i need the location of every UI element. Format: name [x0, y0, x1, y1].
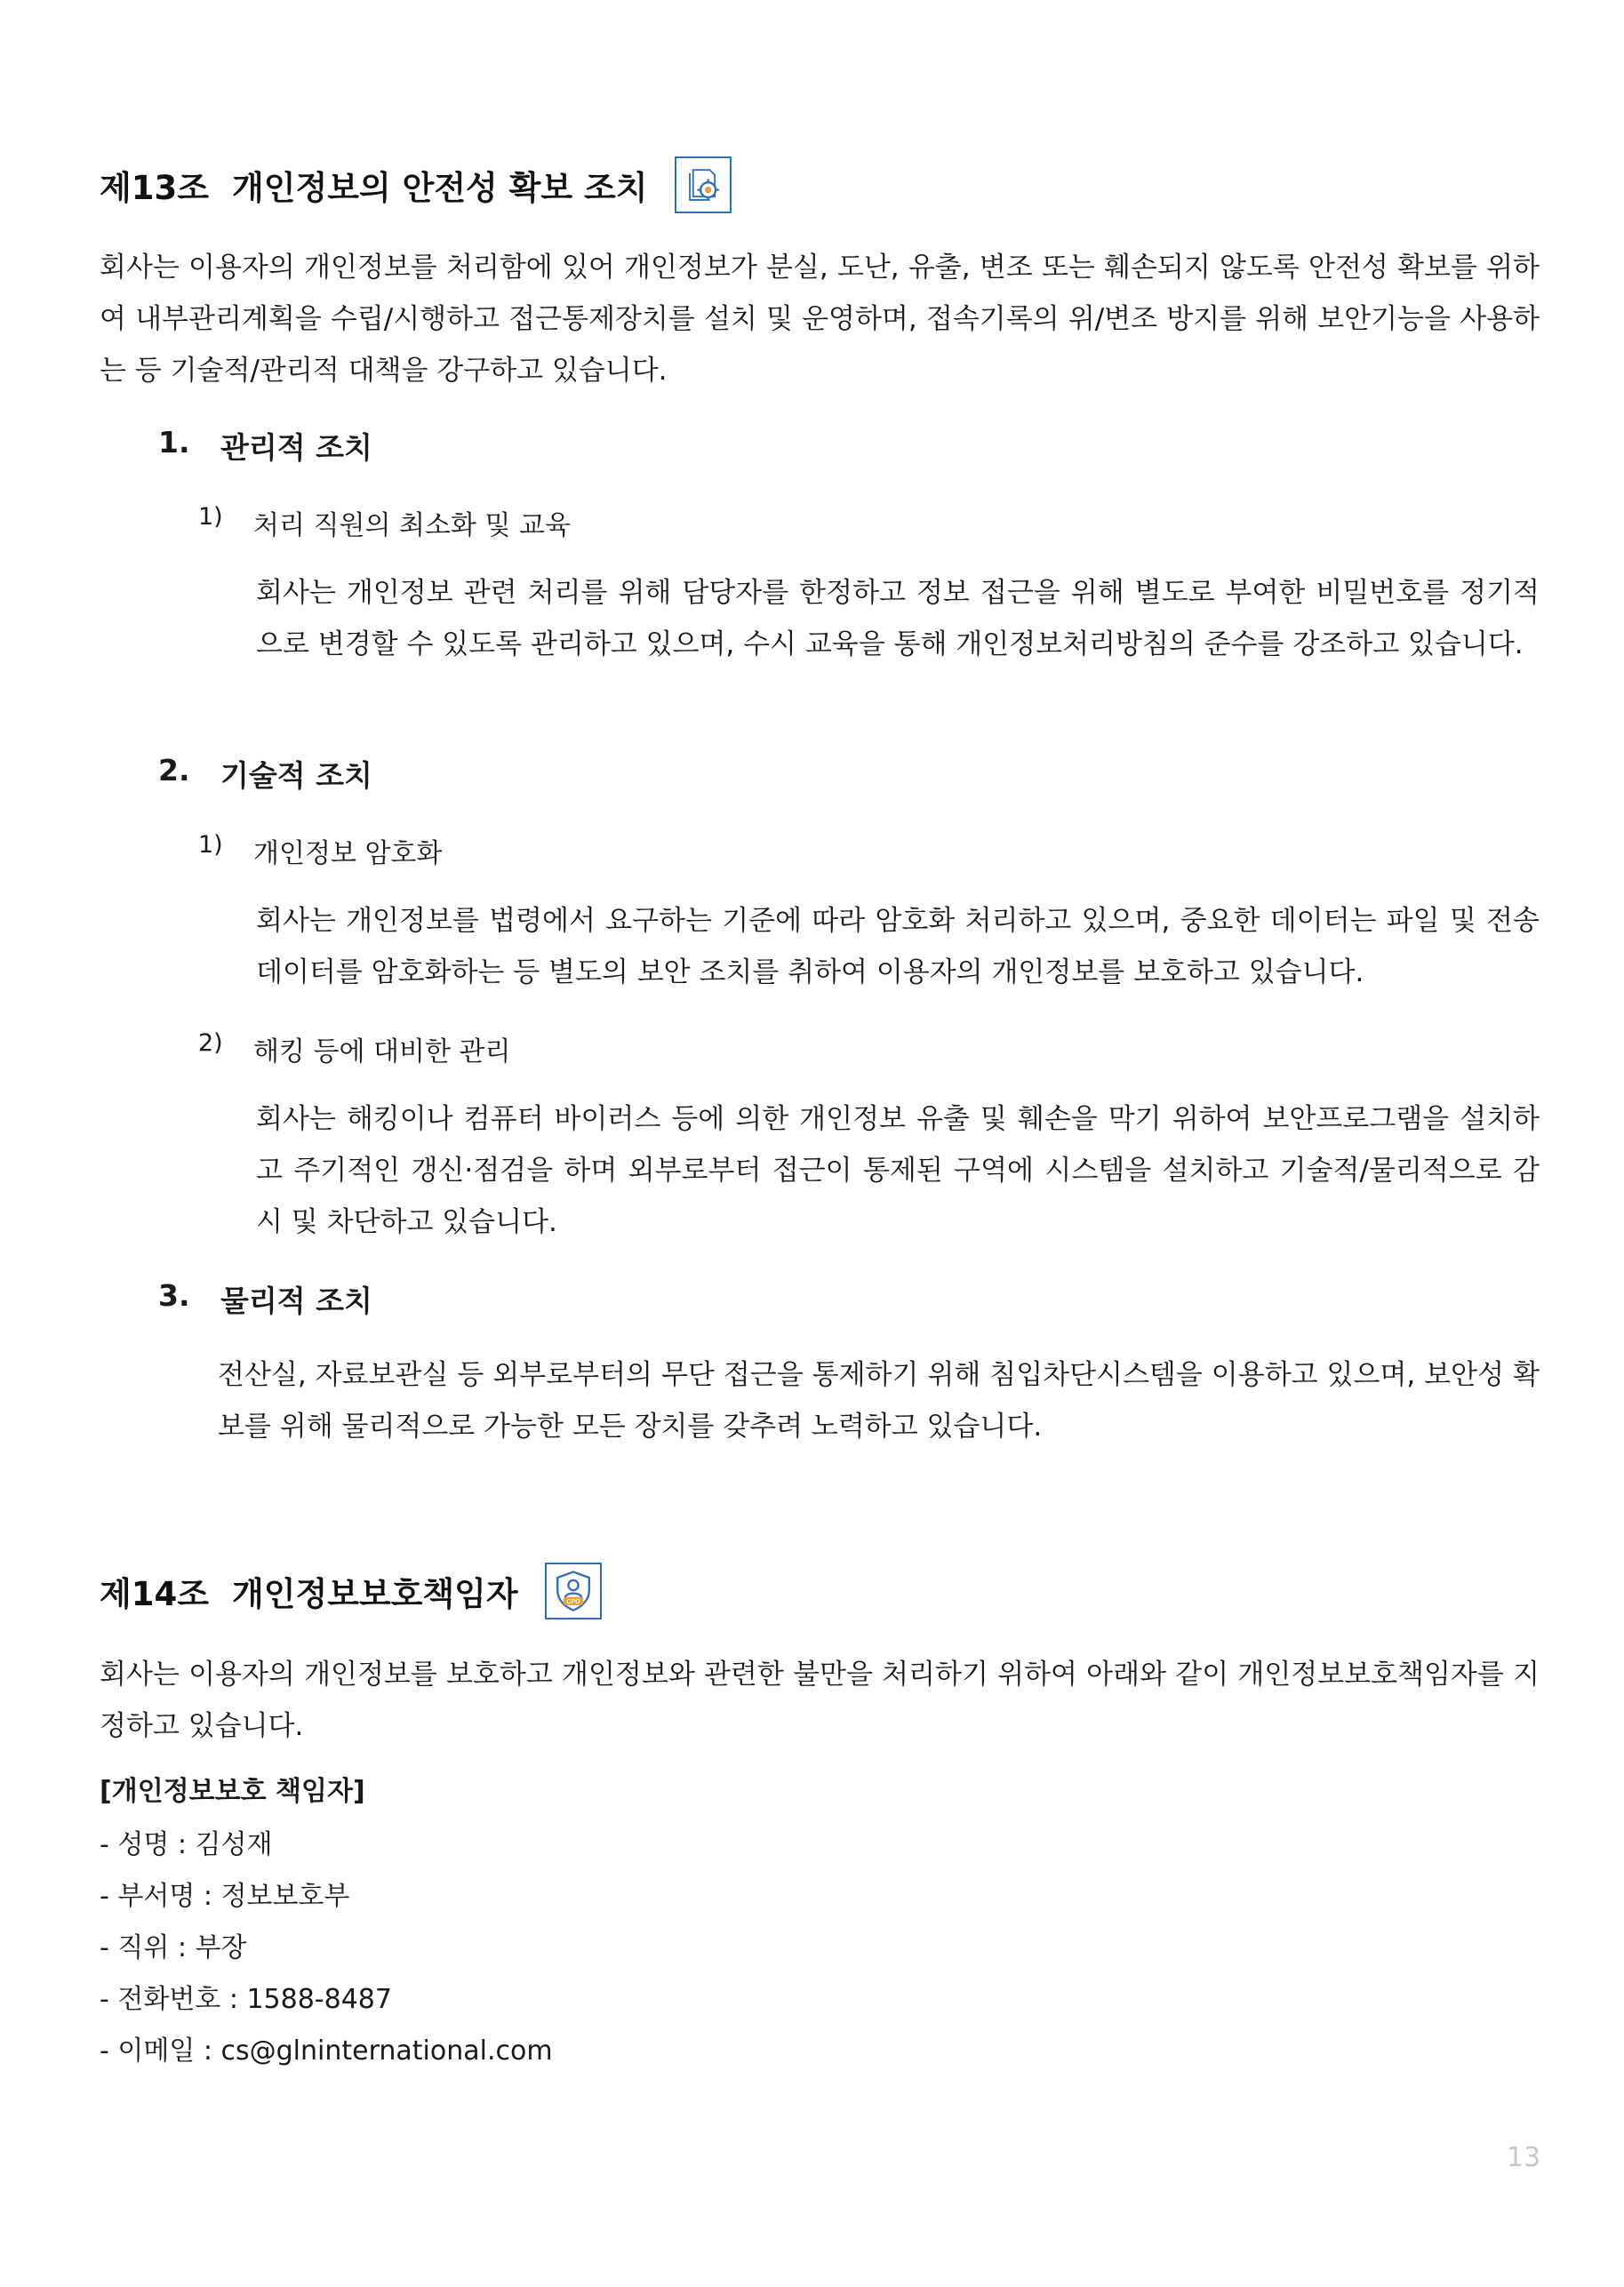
- item-2-2-heading: [198, 1029, 510, 1068]
- item-2-2-number: 2): [198, 1029, 223, 1057]
- article-13-title: 개인정보의 안전성 확보 조치: [231, 169, 648, 207]
- cpo-badge-icon: [545, 1563, 602, 1619]
- item-1-1-text: 회사는 개인정보 관련 처리를 위해 담당자를 한정하고 정보 접근을 위해 별도로 부여한 비밀번호를 정기적으로 변경할 수 있도록 관리하고 있으며, 수시 교육을 통해 개인정보처리방침의 준수를 강조하고 있습니다.: [256, 577, 1540, 660]
- section-1-heading: [158, 425, 372, 467]
- cpo-badge-label: CPO: [566, 1599, 580, 1606]
- item-1-1-heading: [198, 503, 571, 542]
- section-3-heading: [158, 1278, 372, 1320]
- section-2-number: 2.: [158, 753, 190, 788]
- shield-gear-icon: [675, 156, 732, 213]
- page-number: 13: [1507, 2142, 1541, 2173]
- item-2-1-heading: [198, 831, 442, 870]
- article-14-intro: 회사는 이용자의 개인정보를 보호하고 개인정보와 관련한 불만을 처리하기 위하여 아래와 같이 개인정보보호책임자를 지정하고 있습니다.: [100, 1659, 1540, 1742]
- section-2-heading: [158, 753, 372, 795]
- section-1-number: 1.: [158, 425, 190, 460]
- article-14-number: 제14조: [100, 1575, 209, 1613]
- officer-position: - 직위 : 부장: [100, 1932, 247, 1963]
- section-2-title: 기술적 조치: [220, 758, 372, 793]
- article-13-heading: [100, 156, 732, 213]
- officer-name: - 성명 : 김성재: [100, 1829, 273, 1860]
- article-13-number: 제13조: [100, 169, 209, 207]
- section-3-title: 물리적 조치: [220, 1283, 372, 1318]
- article-13-intro: 회사는 이용자의 개인정보를 처리함에 있어 개인정보가 분실, 도난, 유출, 변조 또는 훼손되지 않도록 안전성 확보를 위하여 내부관리계획을 수립/시행하고 접근통제장치를 설치 및 운영하며, 접속기록의 위/변조 방지를 위해 보안기능을 사용하는 등 기술적/관리적 대책을 강구하고 있습니다.: [100, 252, 1540, 387]
- item-2-1-text: 회사는 개인정보를 법령에서 요구하는 기준에 따라 암호화 처리하고 있으며, 중요한 데이터는 파일 및 전송 데이터를 암호화하는 등 별도의 보안 조치를 취하여 이용자의 개인정보를 보호하고 있습니다.: [256, 905, 1540, 988]
- section-1-title: 관리적 조치: [220, 430, 372, 465]
- item-2-1-number: 1): [198, 831, 223, 859]
- officer-email: - 이메일 : cs@glninternational.com: [100, 2035, 553, 2067]
- officer-phone: - 전화번호 : 1588-8487: [100, 1984, 392, 2015]
- item-2-1-title: 개인정보 암호화: [253, 838, 443, 869]
- section-3-text: 전산실, 자료보관실 등 외부로부터의 무단 접근을 통제하기 위해 침입차단시스템을 이용하고 있으며, 보안성 확보를 위해 물리적으로 가능한 모든 장치를 갖추려 노력하고 있습니다.: [218, 1359, 1540, 1443]
- item-1-1-title: 처리 직원의 최소화 및 교육: [253, 510, 571, 541]
- article-14-heading: [100, 1563, 602, 1619]
- officer-department: - 부서명 : 정보보호부: [100, 1881, 350, 1912]
- item-1-1-number: 1): [198, 503, 223, 531]
- section-3-number: 3.: [158, 1278, 190, 1313]
- item-2-2-title: 해킹 등에 대비한 관리: [253, 1036, 511, 1068]
- item-2-2-text: 회사는 해킹이나 컴퓨터 바이러스 등에 의한 개인정보 유출 및 훼손을 막기 위하여 보안프로그램을 설치하고 주기적인 갱신·점검을 하며 외부로부터 접근이 통제된 구역에 시스템을 설치하고 기술적/물리적으로 감시 및 차단하고 있습니다.: [256, 1103, 1540, 1238]
- officer-heading: [개인정보보호 책임자]: [100, 1776, 365, 1807]
- article-14-title: 개인정보보호책임자: [231, 1575, 518, 1613]
